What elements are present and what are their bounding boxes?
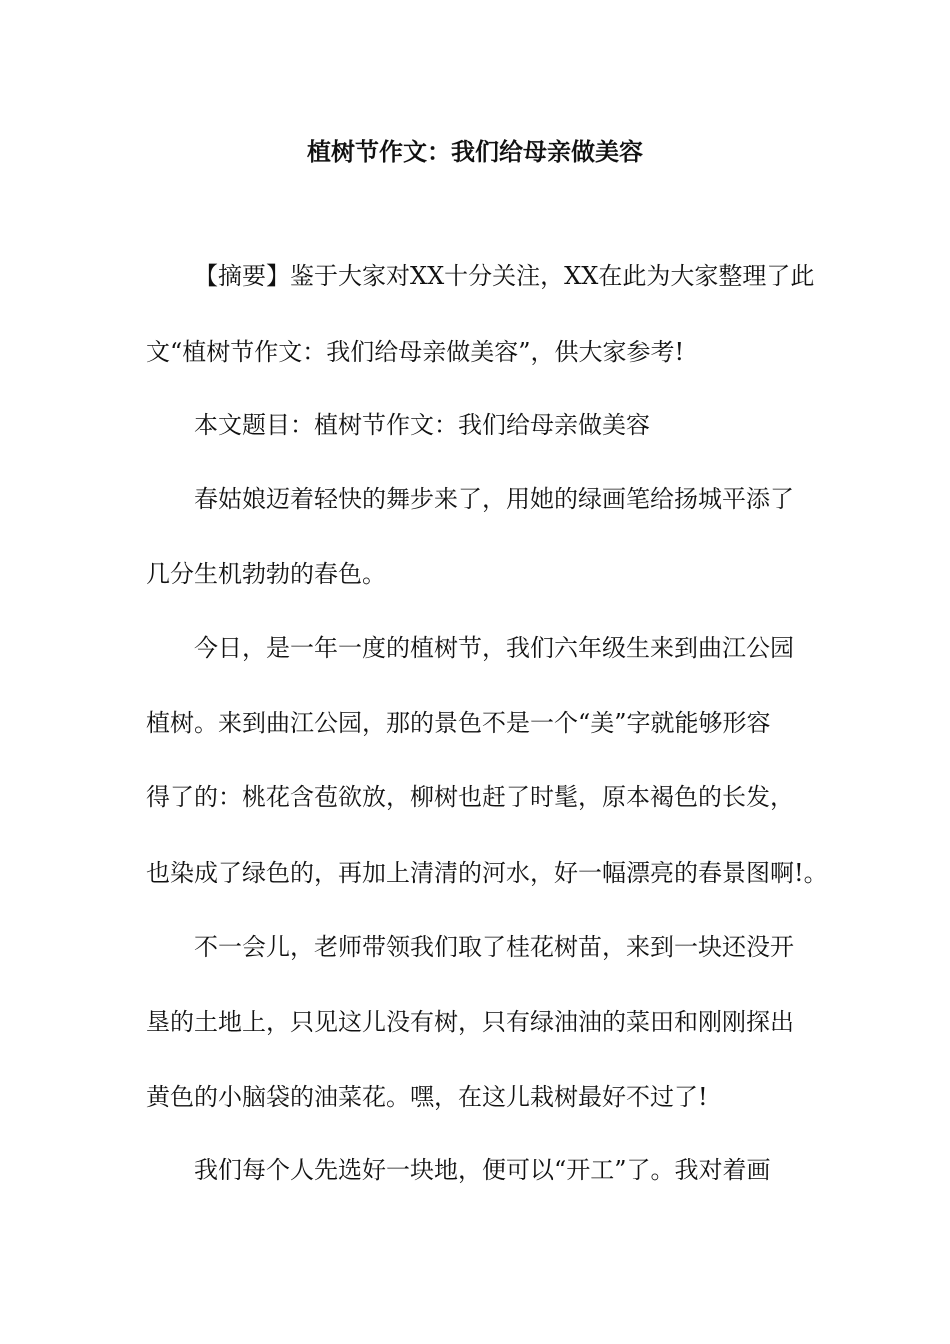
text-line-1: 【摘要】鉴于大家对XX十分关注，XX在此为大家整理了此 bbox=[194, 262, 815, 290]
text-line-7: 植树。来到曲江公园，那的景色不是一个“美”字就能够形容 bbox=[146, 709, 771, 737]
text-line-9: 也染成了绿色的，再加上清清的河水，好一幅漂亮的春景图啊!。 bbox=[146, 859, 828, 887]
text-line-2: 文“植树节作文：我们给母亲做美容”，供大家参考! bbox=[146, 338, 685, 366]
text-line-3: 本文题目：植树节作文：我们给母亲做美容 bbox=[194, 411, 650, 439]
text-line-8: 得了的：桃花含苞欲放，柳树也赶了时髦，原本褐色的长发， bbox=[146, 783, 794, 811]
text-line-10: 不一会儿，老师带领我们取了桂花树苗，来到一块还没开 bbox=[194, 933, 794, 961]
text-line-13: 我们每个人先选好一块地，便可以“开工”了。我对着画 bbox=[194, 1156, 771, 1184]
text-line-11: 垦的土地上，只见这儿没有树，只有绿油油的菜田和刚刚探出 bbox=[146, 1008, 794, 1036]
text-line-4: 春姑娘迈着轻快的舞步来了，用她的绿画笔给扬城平添了 bbox=[194, 485, 794, 513]
text-line-12: 黄色的小脑袋的油菜花。嘿，在这儿栽树最好不过了! bbox=[146, 1083, 708, 1111]
document-title: 植树节作文：我们给母亲做美容 bbox=[307, 137, 643, 166]
text-line-5: 几分生机勃勃的春色。 bbox=[146, 560, 386, 588]
text-line-6: 今日，是一年一度的植树节，我们六年级生来到曲江公园 bbox=[194, 634, 794, 662]
